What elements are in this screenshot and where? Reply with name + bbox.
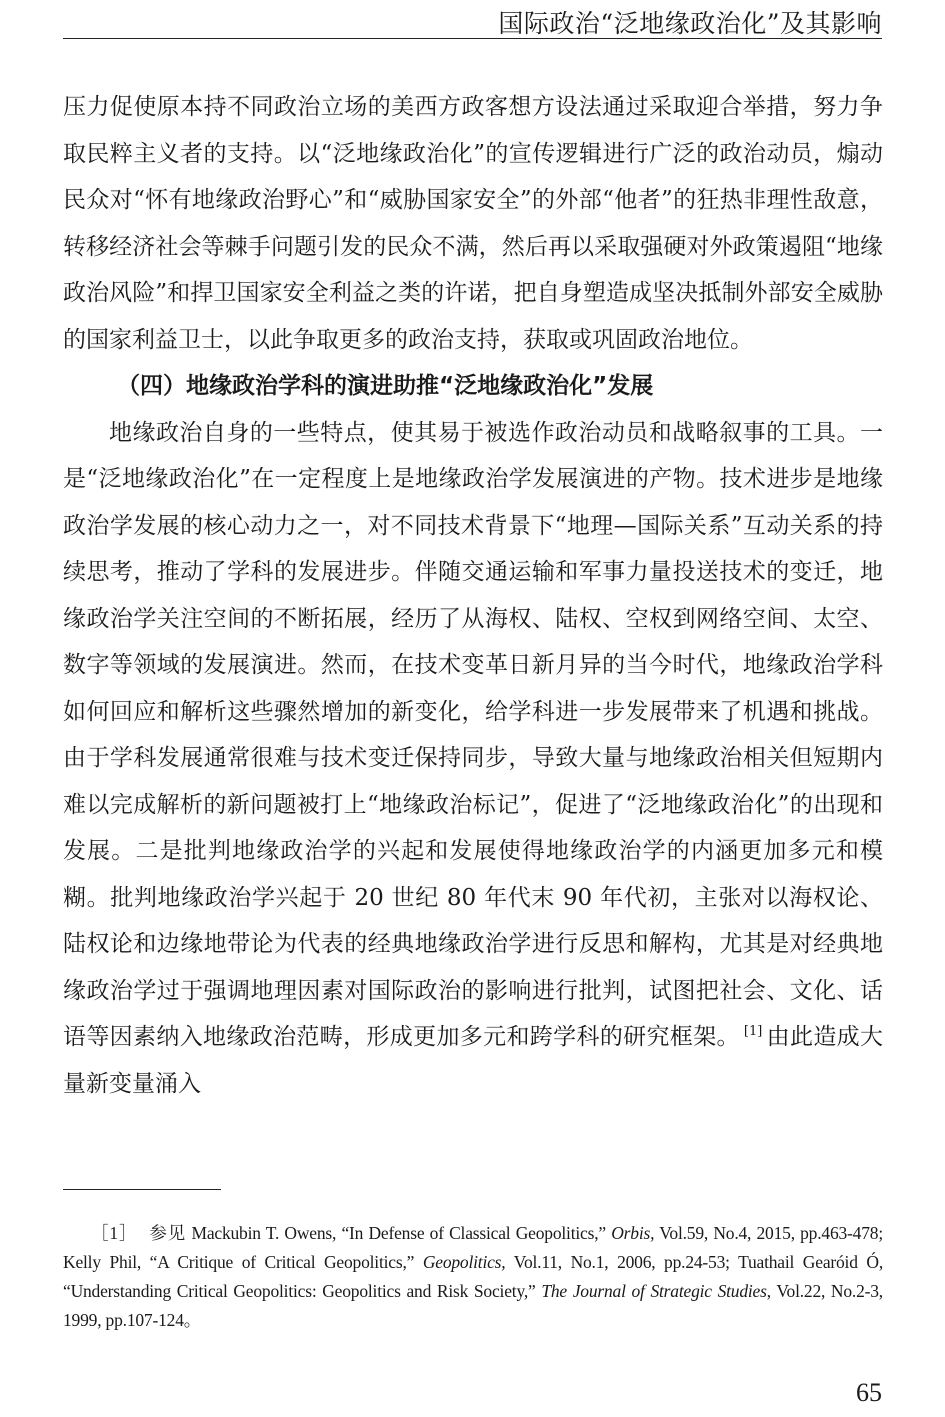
footnote-text-3: Vol.11, No.1, 2006, pp.24-53; Tuathail Gearóid Ó, “Understanding Critical Geopolitics: Geopolitics and Risk Society,”: [63, 1252, 883, 1301]
footnote: [63, 1219, 883, 1335]
body-text: [63, 84, 883, 1107]
journal-title-strategic-studies: The Journal of Strategic Studies: [541, 1281, 767, 1301]
journal-title-orbis: Orbis,: [611, 1223, 655, 1243]
paragraph-2: [63, 410, 883, 1108]
footnote-text-4: , Vol.22, No.2-3, 1999, pp.107-124。: [63, 1281, 883, 1330]
footnote-reference[interactable]: [1]: [743, 1024, 763, 1039]
paragraph-2-text: 地缘政治自身的一些特点，使其易于被选作政治动员和战略叙事的工具。一是“泛地缘政治化”在一定程度上是地缘政治学发展演进的产物。技术进步是地缘政治学发展的核心动力之一，对不同技术背景下“地理—国际关系”互动关系的持续思考，推动了学科的发展进步。伴随交通运输和军事力量投送技术的变迁，地缘政治学关注空间的不断拓展，经历了从海权、陆权、空权到网络空间、太空、数字等领域的发展演进。然而，在技术变革日新月异的当今时代，地缘政治学科如何回应和解析这些骤然增加的新变化，给学科进一步发展带来了机遇和挑战。由于学科发展通常很难与技术变迁保持同步，导致大量与地缘政治相关但短期内难以完成解析的新问题被打上“地缘政治标记”，促进了“泛地缘政治化”的出现和发展。二是批判地缘政治学的兴起和发展使得地缘政治学的内涵更加多元和模糊。批判地缘政治学兴起于 20 世纪 80 年代末 90 年代初，主张对以海权论、陆权论和边缘地带论为代表的经典地缘政治学进行反思和解构，尤其是对经典地缘政治学过于强调地理因素对国际政治的影响进行批判，试图把社会、文化、话语等因素纳入地缘政治范畴，形成更加多元和跨学科的研究框架。: [63, 419, 883, 1050]
footnote-mark: ［1］: [91, 1223, 138, 1243]
section-heading: （四）地缘政治学科的演进助推“泛地缘政治化”发展: [117, 373, 654, 399]
footnote-text-1: 参见 Mackubin T. Owens, “In Defense of Classical Geopolitics,”: [149, 1223, 612, 1243]
footnote-divider: [63, 1189, 221, 1190]
footnote-text-2: Vol.59, No.4, 2015, pp.463-478; Kelly Phil, “A Critique of Critical Geopolitics,”: [63, 1223, 883, 1272]
running-title: 国际政治“泛地缘政治化”及其影响: [498, 9, 882, 38]
page-number: 65: [856, 1378, 882, 1407]
paragraph-1: 压力促使原本持不同政治立场的美西方政客想方设法通过采取迎合举措，努力争取民粹主义者的支持。以“泛地缘政治化”的宣传逻辑进行广泛的政治动员，煽动民众对“怀有地缘政治野心”和“威胁国家安全”的外部“他者”的狂热非理性敌意，转移经济社会等棘手问题引发的民众不满，然后再以采取强硬对外政策遏阻“地缘政治风险”和捍卫国家安全利益之类的许诺，把自身塑造成坚决抵制外部安全威胁的国家利益卫士，以此争取更多的政治支持，获取或巩固政治地位。: [63, 94, 883, 353]
paragraph-2-continuation: 由此造成大量新变量涌入: [63, 1024, 884, 1097]
running-header: [63, 0, 882, 39]
journal-title-geopolitics: Geopolitics,: [422, 1252, 506, 1272]
